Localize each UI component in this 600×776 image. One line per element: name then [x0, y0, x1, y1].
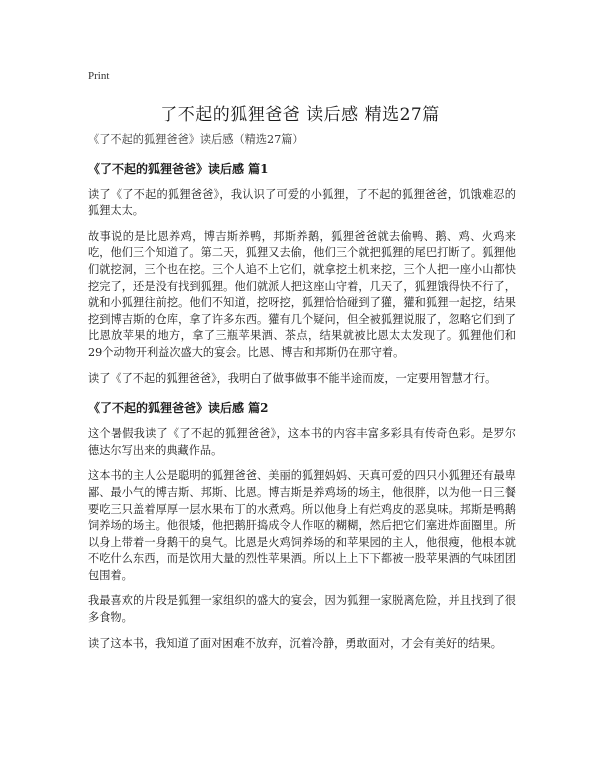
paragraph: 读了《了不起的狐狸爸爸》，我明白了做事做事不能半途而废，一定要用智慧才行。: [88, 371, 497, 385]
section-1: [88, 161, 516, 388]
print-label[interactable]: Print: [88, 70, 110, 82]
article-subtitle: 《了不起的狐狸爸爸》读后感（精选27篇）: [88, 133, 304, 146]
paragraph: 故事说的是比恩养鸡，博吉斯养鸭，邦斯养鹅，狐狸爸爸就去偷鸭、鹅、鸡、火鸡来吃，他们三个知道了。第二天，狐狸又去偷，他们三个就把狐狸的尾巴打断了。狐狸他们就挖洞，三个也在挖。三个人追不上它们，就拿挖土机来挖，三个人把一座小山都快挖完了，还是没有找到狐狸。他们就派人把这座山守着，几天了，狐狸饿得快不行了，就和小狐狸往前挖。他们不知道，挖呀挖，狐狸恰恰碰到了獾，獾和狐狸一起挖，结果挖到博吉斯的仓库，拿了许多东西。獾有几个疑问，但全被狐狸说服了，忽略它们到了比恩放苹果的地方，拿了三瓶苹果酒、茶点，结果就被比恩太太发现了。狐狸他们和29个动物开利益次盛大的宴会。比恩、博吉和邦斯仍在那守着。: [88, 229, 516, 359]
section-2: [88, 400, 516, 652]
paragraph: 读了这本书，我知道了面对困难不放弃，沉着冷静，勇敢面对，才会有美好的结果。: [88, 636, 502, 650]
page-title: 了不起的狐狸爸爸 读后感 精选27篇: [160, 105, 440, 125]
paragraph: 读了《了不起的狐狸爸爸》，我认识了可爱的小狐狸，了不起的狐狸爸爸，饥饿难忍的狐狸太太。: [88, 187, 516, 218]
paragraph: 这本书的主人公是聪明的狐狸爸爸、美丽的狐狸妈妈、天真可爱的四只小狐狸还有最卑鄙、最小气的博吉斯、邦斯、比恩。博吉斯是养鸡场的场主，他很胖，以为他一日三餐要吃三只盖着厚厚一层水果布丁的水煮鸡。所以他身上有烂鸡皮的恶臭味。邦斯是鸭鹅饲养场的场主。他很矮，他把鹅肝捣成令人作呕的糊糊，然后把它们塞进炸面圈里。所以身上带着一身鹅干的臭气。比恩是火鸡饲养场的和苹果园的主人，他很瘦，他根本就不吃什么东西，而是饮用大量的烈性苹果酒。所以上上下下都被一股苹果酒的气味团团包围着。: [88, 469, 516, 582]
section-heading: 《了不起的狐狸爸爸》读后感 篇1: [88, 161, 269, 176]
paragraph: 我最喜欢的片段是狐狸一家组织的盛大的宴会，因为狐狸一家脱离危险，并且找到了很多食物。: [88, 594, 516, 625]
section-heading: 《了不起的狐狸爸爸》读后感 篇2: [88, 401, 269, 416]
article-body: [88, 132, 516, 661]
paragraph: 这个暑假我读了《了不起的狐狸爸爸》，这本书的内容丰富多彩具有传奇色彩。是罗尔德达尔写出来的典藏作品。: [88, 427, 516, 457]
